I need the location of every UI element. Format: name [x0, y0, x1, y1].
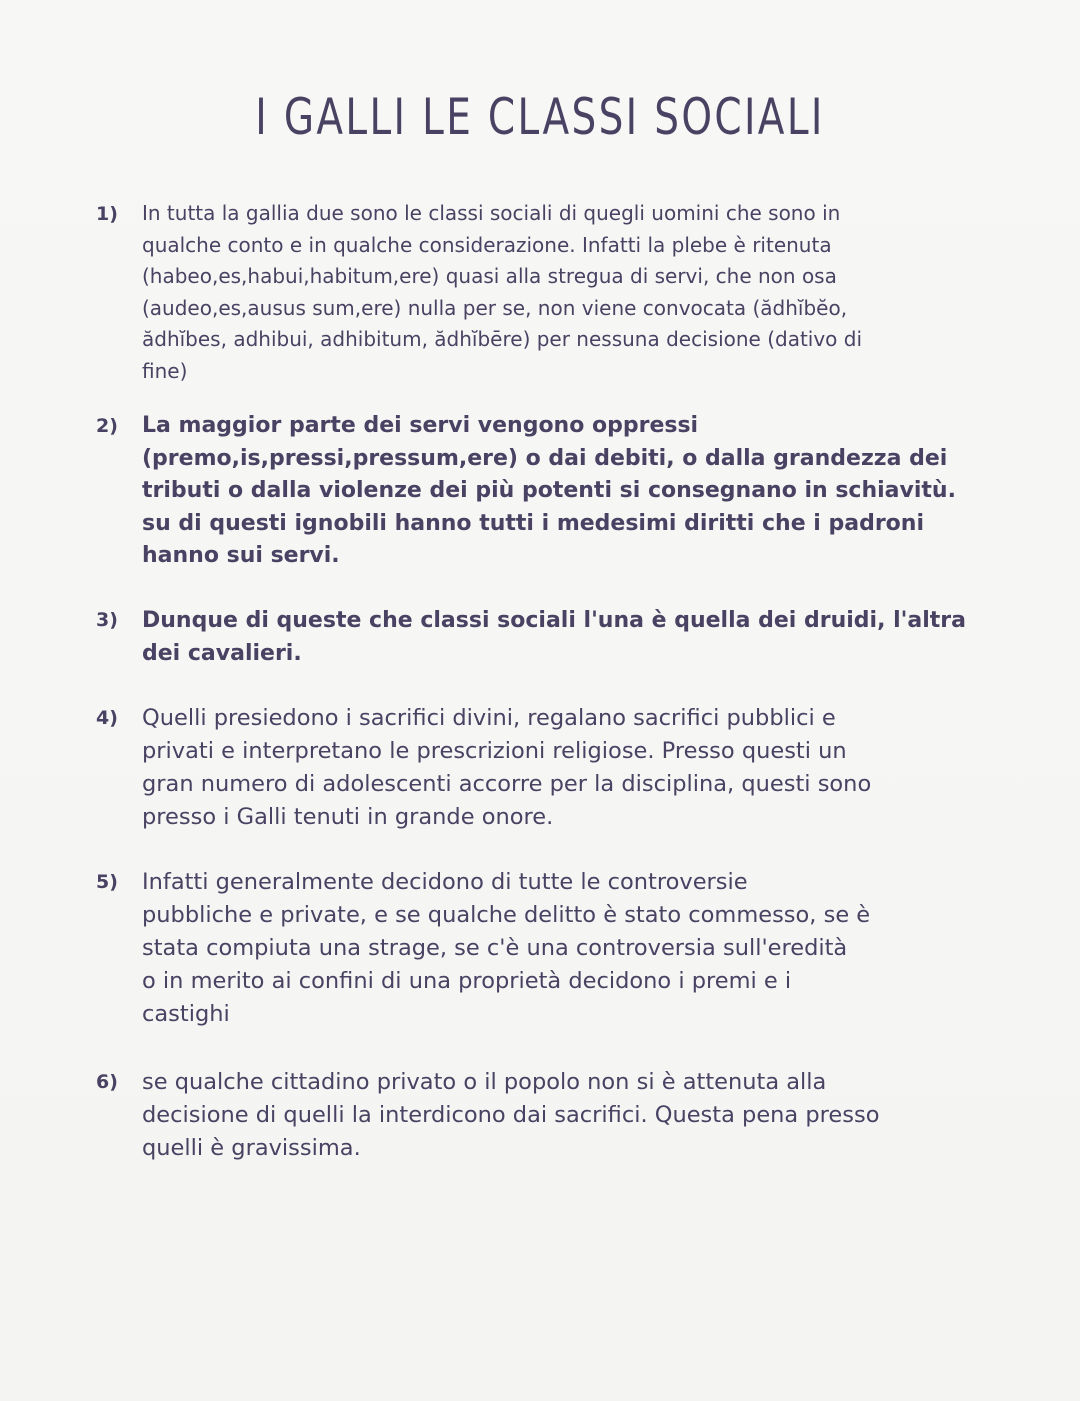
- text-line: decisione di quelli la interdicono dai sacrifici. Questa pena presso: [142, 1102, 880, 1128]
- text-line: Quelli presiedono i sacrifici divini, regalano sacrifici pubblici e: [142, 705, 836, 731]
- text-line: ădhĭbes, adhibui, adhibitum, ădhĭbēre) per nessuna decisione (dativo di: [142, 327, 863, 351]
- text-line: castighi: [142, 1001, 230, 1027]
- text-line: fine): [142, 358, 188, 383]
- paragraph-number: 4): [96, 707, 118, 729]
- paragraph-number: 3): [96, 609, 118, 631]
- text-line: stata compiuta una strage, se c'è una controversia sull'eredità: [142, 935, 848, 961]
- text-line: (habeo,es,habui,habitum,ere) quasi alla stregua di servi, che non osa: [142, 264, 837, 288]
- text-line: Infatti generalmente decidono di tutte le controversie: [142, 869, 748, 895]
- text-line: privati e interpretano le prescrizioni religiose. Presso questi un: [142, 738, 847, 764]
- text-line: tributi o dalla violenze dei più potenti si consegnano in schiavitù.: [142, 478, 956, 503]
- text-line: (audeo,es,ausus sum,ere) nulla per se, non viene convocata (ădhĭbĕo,: [142, 295, 848, 320]
- text-line: dei cavalieri.: [142, 641, 302, 666]
- text-line: qualche conto e in qualche considerazione. Infatti la plebe è ritenuta: [142, 232, 832, 257]
- text-line: pubbliche e private, e se qualche delitto è stato commesso, se è: [142, 902, 871, 928]
- paragraph-text: [142, 702, 992, 834]
- paragraph-number: 1): [96, 203, 118, 225]
- text-line: La maggior parte dei servi vengono oppressi: [142, 413, 699, 438]
- paragraph-text: [142, 198, 992, 387]
- text-line: se qualche cittadino privato o il popolo non si è attenuta alla: [142, 1069, 827, 1095]
- page-title: I GALLI LE CLASSI SOCIALI: [255, 88, 825, 146]
- text-line: gran numero di adolescenti accorre per la disciplina, questi sono: [142, 771, 872, 797]
- paragraph-text: [142, 1066, 992, 1165]
- text-line: o in merito ai confini di una proprietà decidono i premi e i: [142, 968, 792, 994]
- text-line: (premo,is,pressi,pressum,ere) o dai debiti, o dalla grandezza dei: [142, 445, 948, 471]
- paragraph-number: 2): [96, 415, 118, 437]
- paragraph-text: [142, 604, 992, 670]
- text-line: In tutta la gallia due sono le classi sociali di quegli uomini che sono in: [142, 201, 841, 225]
- paragraph-text: [142, 866, 992, 1031]
- text-line: quelli è gravissima.: [142, 1135, 361, 1161]
- paragraph-number: 6): [96, 1071, 118, 1093]
- text-line: Dunque di queste che classi sociali l'una è quella dei druidi, l'altra: [142, 608, 966, 633]
- text-line: presso i Galli tenuti in grande onore.: [142, 804, 554, 830]
- paragraph-number: 5): [96, 871, 118, 893]
- text-line: su di questi ignobili hanno tutti i medesimi diritti che i padroni: [142, 510, 924, 536]
- paragraph-text: [142, 410, 992, 573]
- text-line: hanno sui servi.: [142, 543, 340, 568]
